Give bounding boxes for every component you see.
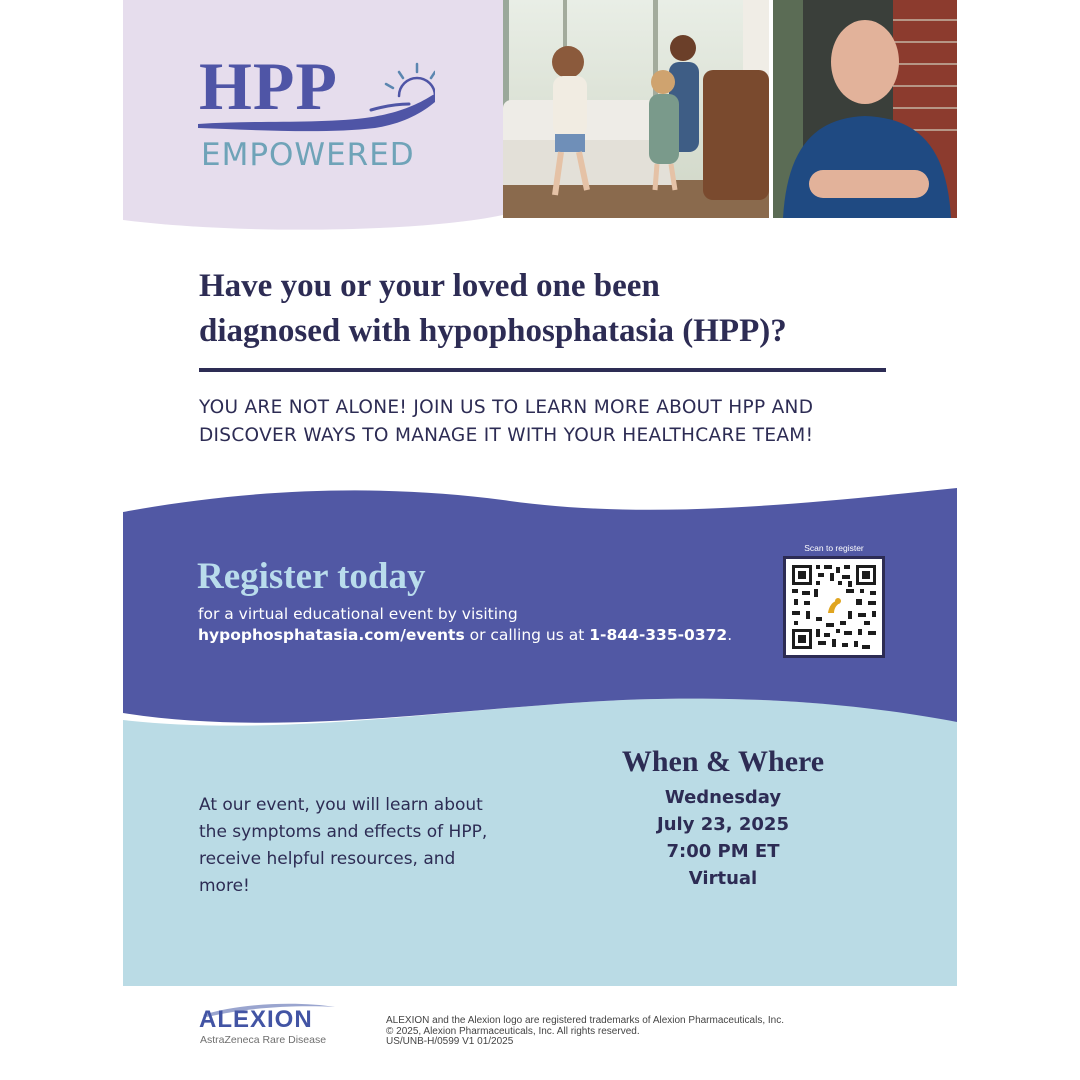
event-details: [573, 784, 873, 892]
event-url-link[interactable]: hypophosphatasia.com/events: [198, 626, 465, 644]
legal-line-3: US/UNB-H/0599 V1 01/2025: [386, 1036, 514, 1047]
phone-number[interactable]: 1-844-335-0372: [589, 626, 728, 644]
qr-code-icon: [786, 559, 882, 655]
event-description-line-2: the symptoms and effects of HPP,: [199, 822, 488, 842]
qr-label: Scan to register: [804, 543, 864, 553]
flyer-page: [123, 0, 957, 1080]
register-description: for a virtual educational event by visiting: [198, 605, 518, 623]
hpp-logo-subtitle: EMPOWERED: [201, 137, 415, 173]
subheadline: [199, 394, 919, 450]
family-photo: [503, 0, 769, 218]
event-description-line-4: more!: [199, 876, 250, 896]
event-description-line-1: At our event, you will learn about: [199, 795, 483, 815]
headline: [199, 264, 919, 354]
event-description: [199, 792, 519, 900]
alexion-tagline: AstraZeneca Rare Disease: [200, 1034, 327, 1046]
register-contact-line: [198, 626, 732, 644]
register-connector: or calling us at: [464, 626, 590, 644]
legal-line-2: © 2025, Alexion Pharmaceuticals, Inc. All rights reserved.: [386, 1025, 640, 1037]
event-description-line-3: receive helpful resources, and: [199, 849, 456, 869]
legal-text: [386, 1016, 906, 1048]
registration-qr-code[interactable]: [783, 556, 885, 658]
sun-hand-icon: [195, 62, 435, 142]
headline-divider: [199, 368, 886, 372]
subhead-line-2: DISCOVER WAYS TO MANAGE IT WITH YOUR HEALTHCARE TEAM!: [199, 425, 814, 446]
register-title: Register today: [197, 556, 426, 597]
hpp-logo-title: HPP: [199, 48, 338, 124]
event-date: July 23, 2025: [657, 814, 789, 835]
man-photo: [773, 0, 957, 218]
when-where-title: When & Where: [621, 745, 825, 778]
headline-line-1: Have you or your loved one been: [199, 268, 660, 304]
alexion-logo: ALEXION: [199, 1006, 313, 1033]
headline-line-2: diagnosed with hypophosphatasia (HPP)?: [199, 313, 787, 349]
event-location: Virtual: [688, 868, 758, 889]
event-day: Wednesday: [664, 787, 782, 808]
legal-line-1: ALEXION and the Alexion logo are registered trademarks of Alexion Pharmaceuticals, Inc.: [386, 1015, 784, 1026]
subhead-line-1: YOU ARE NOT ALONE! JOIN US TO LEARN MORE ABOUT HPP AND: [199, 397, 814, 418]
register-period: .: [727, 626, 733, 644]
event-time: 7:00 PM ET: [666, 841, 780, 862]
